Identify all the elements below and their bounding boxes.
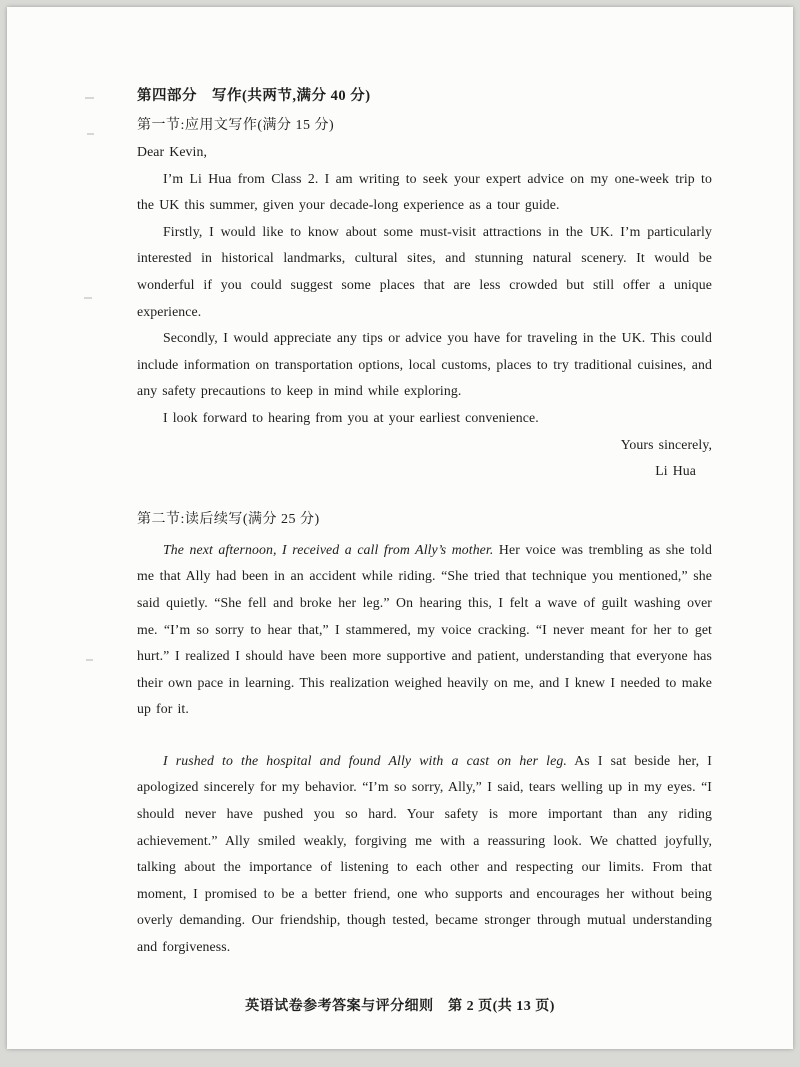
continuation-lead-sentence: The next afternoon, I received a call from Ally’s mother. (163, 541, 494, 557)
letter-salutation: Dear Kevin, (137, 144, 208, 159)
page-content (137, 7, 712, 961)
continuation-body: As I sat beside her, I apologized sincerely for my behavior. “I’m so sorry, Ally,” I said, tears welling up in my eyes. “I should never have pushed you so hard. Your safety is more important than any riding achievement.” Ally smiled weakly, forgiving me with a reassuring look. We chatted joyfully, talking about the importance of listening to each other and respecting our limits. From that moment, I promised to be a better friend, one who supports and encourages her without being overly demanding. Our friendship, though tested, became stronger through mutual understanding and forgiveness. (137, 752, 712, 955)
scanned-exam-page (7, 7, 793, 1049)
part2-heading: 第二节:读后续写(满分 25 分) (137, 511, 320, 527)
page-footer: 英语试卷参考答案与评分细则 第 2 页(共 13 页) (245, 999, 555, 1014)
scan-artifact (84, 297, 92, 299)
part1-heading: 第一节:应用文写作(满分 15 分) (137, 118, 335, 133)
scan-artifact (87, 133, 94, 135)
section-heading: 第四部分 写作(共两节,满分 40 分) (137, 88, 371, 104)
continuation-paragraph (137, 748, 712, 961)
letter-paragraph: I look forward to hearing from you at your earliest convenience. (163, 409, 539, 425)
letter-paragraph: Secondly, I would appreciate any tips or advice you have for traveling in the UK. This could include information on transportation options, local customs, places to try traditional cuisines, and any safety precautions to keep in mind while exploring. (137, 330, 712, 399)
scan-artifact (86, 659, 93, 661)
scan-artifact (85, 97, 94, 99)
letter-paragraph: Firstly, I would like to know about some must-visit attractions in the UK. I’m particularly interested in historical landmarks, cultural sites, and stunning natural scenery. It would be wonderful if you could suggest some places that are less crowded but still offer a unique experience. (137, 223, 712, 319)
letter-closing: Yours sincerely, (620, 436, 712, 452)
letter-paragraph: I’m Li Hua from Class 2. I am writing to seek your expert advice on my one-week trip to the UK this summer, given your decade-long experience as a tour guide. (137, 170, 712, 213)
letter-signature: Li Hua (655, 463, 696, 479)
continuation-lead-sentence: I rushed to the hospital and found Ally with a cast on her leg. (163, 752, 567, 768)
continuation-paragraph (137, 537, 712, 723)
continuation-body: Her voice was trembling as she told me that Ally had been in an accident while riding. “She tried that technique you mentioned,” she said quietly. “She fell and broke her leg.” On hearing this, I felt a wave of guilt washing over me. “I’m so sorry to hear that,” I stammered, my voice cracking. “I never meant for her to get hurt.” I realized I should have been more supportive and patient, understanding that everyone has their own pace in learning. This realization weighed heavily on me, and I knew I needed to make up for it. (137, 541, 712, 717)
